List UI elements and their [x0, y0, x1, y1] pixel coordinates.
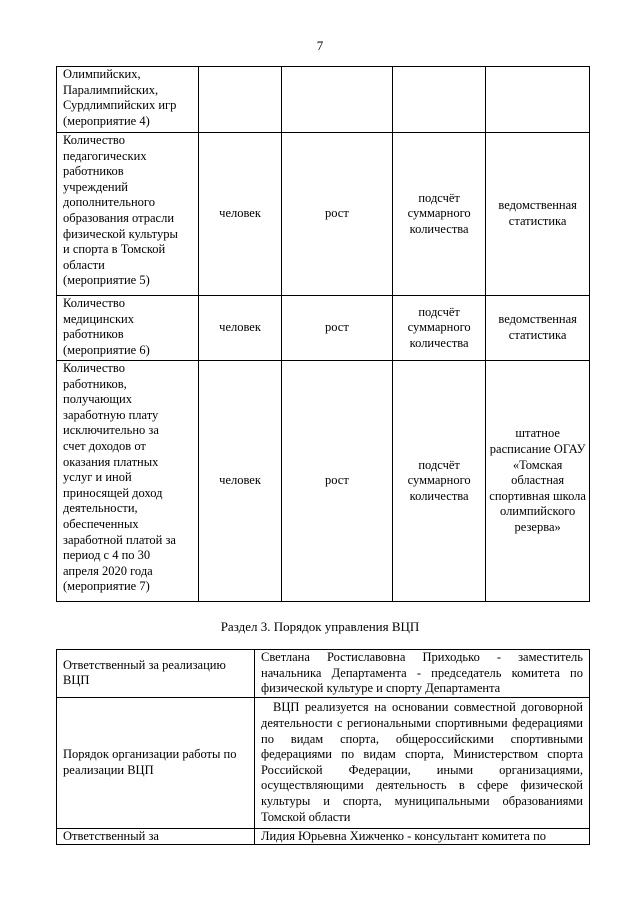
management-label: Порядок организации работы по реализации ВЦП — [57, 697, 255, 828]
indicator-trend: рост — [281, 296, 392, 361]
table-row — [57, 361, 590, 602]
table-row — [57, 828, 590, 845]
table-row — [57, 650, 590, 698]
indicator-method: подсчёт суммарного количества — [392, 361, 485, 602]
indicator-method: подсчёт суммарного количества — [392, 296, 485, 361]
indicator-source: штатное расписание ОГАУ «Томская областная спортивная школа олимпийского резерва» — [486, 361, 590, 602]
page-number: 7 — [316, 38, 324, 53]
management-table — [56, 649, 590, 845]
indicators-table — [56, 66, 590, 602]
indicator-name: Количество педагогических работников учреждений дополнительного образования отрасли физической культуры и спорта в Томской области (мероприятие 5) — [57, 133, 199, 296]
table-row — [57, 67, 590, 133]
indicator-trend: рост — [281, 133, 392, 296]
indicator-source: ведомственная статистика — [486, 133, 590, 296]
indicator-source — [486, 67, 590, 133]
indicator-unit: человек — [199, 296, 282, 361]
indicator-name: Олимпийских, Паралимпийских, Сурдлимпийских игр (мероприятие 4) — [57, 67, 199, 133]
table-row — [57, 296, 590, 361]
table-row — [57, 697, 590, 828]
indicator-trend — [281, 67, 392, 133]
indicator-unit — [199, 67, 282, 133]
table-row — [57, 133, 590, 296]
indicator-unit: человек — [199, 133, 282, 296]
indicator-source: ведомственная статистика — [486, 296, 590, 361]
management-value: ВЦП реализуется на основании совместной договорной деятельности с региональными спортивными федерациями по видам спорта, общероссийскими спортивными федерациями по видам спорта, Министерством спорта Российской Федерации, иными организациями, осуществляющими деятельность в сфере физической культуры и спорта, муниципальными образованиями Томской области — [255, 697, 590, 828]
indicator-name: Количество медицинских работников (мероприятие 6) — [57, 296, 199, 361]
management-label: Ответственный за — [57, 828, 255, 845]
indicator-method: подсчёт суммарного количества — [392, 133, 485, 296]
management-value: Светлана Ростиславовна Приходько - заместитель начальника Департамента - председатель комитета по физической культуре и спорту Департамента — [255, 650, 590, 698]
indicator-method — [392, 67, 485, 133]
management-label: Ответственный за реализацию ВЦП — [57, 650, 255, 698]
indicator-unit: человек — [199, 361, 282, 602]
section-title: Раздел 3. Порядок управления ВЦП — [220, 619, 420, 634]
indicator-name: Количество работников, получающих заработную плату исключительно за счет доходов от оказания платных услуг и иной приносящей доход деятельности, обеспеченных заработной платой за период с 4 по 30 апреля 2020 года (мероприятие 7) — [57, 361, 199, 602]
management-value: Лидия Юрьевна Хижченко - консультант комитета по — [255, 828, 590, 845]
indicator-trend: рост — [281, 361, 392, 602]
